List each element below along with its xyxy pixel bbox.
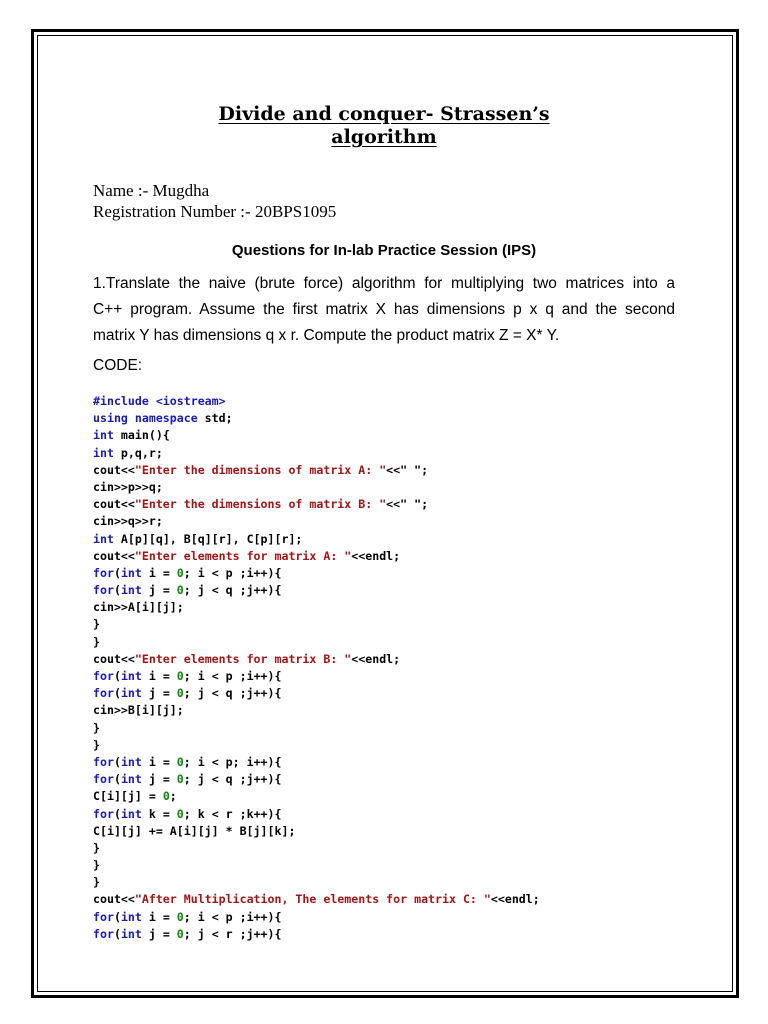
code-line bbox=[93, 788, 540, 805]
code-token: cin>>A[i][j]; bbox=[93, 600, 184, 615]
code-token: ( bbox=[113, 909, 121, 924]
code-line bbox=[93, 410, 540, 427]
code-line bbox=[93, 427, 540, 444]
code-line bbox=[93, 668, 540, 685]
code-token: for bbox=[93, 772, 114, 787]
code-token: 0 bbox=[176, 583, 184, 598]
code-token: cin>>p>>q; bbox=[93, 479, 163, 494]
code-token: ( bbox=[113, 754, 121, 769]
code-token: "Enter elements for matrix A: " bbox=[134, 548, 352, 563]
code-token: i = bbox=[141, 909, 177, 924]
code-line bbox=[93, 582, 540, 599]
code-token: j = bbox=[141, 583, 177, 598]
code-token: cout<< bbox=[93, 497, 135, 512]
code-token: for bbox=[93, 926, 114, 941]
code-token: } bbox=[93, 875, 100, 890]
code-line bbox=[93, 874, 540, 891]
code-token: ; j < q ;j++){ bbox=[183, 686, 282, 701]
question-line-1: 1.Translate the naive (brute force) algorithm for multiplying two matrices into a bbox=[93, 275, 675, 292]
code-line bbox=[93, 651, 540, 668]
code-line bbox=[93, 857, 540, 874]
code-token: <<endl; bbox=[490, 892, 540, 907]
code-token: ; j < q ;j++){ bbox=[183, 772, 282, 787]
code-token: C[i][j] += A[i][j] * B[j][k]; bbox=[93, 823, 296, 838]
code-token: } bbox=[93, 840, 100, 855]
code-token: j = bbox=[141, 772, 177, 787]
code-token: int bbox=[93, 531, 114, 546]
code-token: "After Multiplication, The elements for matrix C: " bbox=[134, 892, 491, 907]
code-line bbox=[93, 840, 540, 857]
code-token: "Enter the dimensions of matrix A: " bbox=[134, 462, 387, 477]
code-line bbox=[93, 771, 540, 788]
document-title-line-2: algorithm bbox=[331, 126, 437, 148]
code-token: std; bbox=[197, 411, 233, 426]
code-line bbox=[93, 599, 540, 616]
code-token: ; bbox=[169, 789, 177, 804]
code-line bbox=[93, 565, 540, 582]
code-line bbox=[93, 548, 540, 565]
code-token: i = bbox=[141, 565, 177, 580]
code-token: A[p][q], B[q][r], C[p][r]; bbox=[113, 531, 303, 546]
code-token: for bbox=[93, 754, 114, 769]
code-token: int bbox=[120, 806, 142, 821]
code-token: int bbox=[120, 926, 142, 941]
code-token: 0 bbox=[176, 565, 184, 580]
code-token: <<" "; bbox=[386, 462, 429, 477]
code-token: ( bbox=[113, 772, 121, 787]
code-token: for bbox=[93, 909, 114, 924]
code-token: #include <iostream> bbox=[93, 394, 226, 408]
code-token: int bbox=[120, 754, 142, 769]
code-token: cout<< bbox=[93, 892, 135, 907]
question-line-3: matrix Y has dimensions q x r. Compute the product matrix Z = X* Y. bbox=[93, 327, 560, 344]
section-heading: Questions for In-lab Practice Session (IPS) bbox=[231, 242, 537, 259]
registration-number: Registration Number :- 20BPS1095 bbox=[93, 202, 337, 221]
code-token: ; i < p ;i++){ bbox=[183, 669, 282, 683]
code-token: 0 bbox=[176, 772, 184, 787]
code-block bbox=[93, 393, 540, 943]
code-token: i = bbox=[141, 754, 177, 769]
code-token: cin>>q>>r; bbox=[93, 514, 163, 529]
code-token: } bbox=[93, 858, 100, 873]
code-token: 0 bbox=[176, 926, 184, 941]
question-line-2: C++ program. Assume the first matrix X has dimensions p x q and the second bbox=[93, 301, 675, 318]
code-line bbox=[93, 909, 540, 926]
code-token: for bbox=[93, 583, 114, 598]
code-token: ; i < p; i++){ bbox=[183, 754, 282, 769]
code-line bbox=[93, 513, 540, 530]
code-line bbox=[93, 891, 540, 908]
code-line bbox=[93, 737, 540, 754]
code-token: ; k < r ;k++){ bbox=[183, 806, 282, 821]
code-token: k = bbox=[141, 806, 177, 821]
code-token: j = bbox=[141, 926, 177, 941]
code-line bbox=[93, 479, 540, 496]
code-token: "Enter elements for matrix B: " bbox=[134, 651, 352, 666]
code-token: <<" "; bbox=[386, 497, 429, 512]
code-token: int bbox=[120, 669, 142, 683]
code-token: p,q,r; bbox=[113, 445, 163, 460]
code-token: for bbox=[93, 806, 114, 821]
code-line bbox=[93, 685, 540, 702]
code-token: <<endl; bbox=[351, 548, 401, 563]
code-token: using namespace bbox=[93, 411, 198, 426]
code-line bbox=[93, 634, 540, 651]
code-token: 0 bbox=[176, 686, 184, 701]
code-line bbox=[93, 823, 540, 840]
code-token: ( bbox=[113, 583, 121, 598]
code-token: int bbox=[120, 686, 142, 701]
code-token: for bbox=[93, 565, 114, 580]
code-token: int bbox=[93, 445, 114, 460]
code-token: ( bbox=[113, 686, 121, 701]
code-label: CODE: bbox=[93, 357, 143, 374]
code-line bbox=[93, 616, 540, 633]
code-token: j = bbox=[141, 686, 177, 701]
code-token: 0 bbox=[176, 909, 184, 924]
code-token: for bbox=[93, 669, 114, 683]
code-token: for bbox=[93, 686, 114, 701]
code-line bbox=[93, 445, 540, 462]
code-token: ( bbox=[113, 806, 121, 821]
code-token: ( bbox=[113, 926, 121, 941]
code-token: int bbox=[120, 565, 142, 580]
code-token: ; i < p ;i++){ bbox=[183, 565, 282, 580]
code-token: 0 bbox=[176, 669, 184, 683]
code-line bbox=[93, 806, 540, 823]
code-token: 0 bbox=[162, 789, 170, 804]
code-line bbox=[93, 531, 540, 548]
code-token: int bbox=[120, 909, 142, 924]
code-token: } bbox=[93, 634, 100, 649]
code-token: ( bbox=[113, 565, 121, 580]
code-token: cout<< bbox=[93, 548, 135, 563]
code-token: cout<< bbox=[93, 462, 135, 477]
code-token: ; i < p ;i++){ bbox=[183, 909, 282, 924]
question-text bbox=[93, 271, 675, 349]
code-token: 0 bbox=[176, 754, 184, 769]
code-line bbox=[93, 754, 540, 771]
code-token: main(){ bbox=[113, 428, 170, 443]
code-line bbox=[93, 702, 540, 719]
code-token: ; j < r ;j++){ bbox=[183, 926, 282, 941]
code-line bbox=[93, 926, 540, 943]
code-token: cout<< bbox=[93, 651, 135, 666]
code-token: } bbox=[93, 720, 100, 735]
code-token: } bbox=[93, 617, 100, 632]
code-token: int bbox=[120, 772, 142, 787]
code-token: } bbox=[93, 737, 100, 752]
student-name: Name :- Mugdha bbox=[93, 181, 210, 200]
code-line bbox=[93, 462, 540, 479]
code-token: C[i][j] = bbox=[93, 789, 163, 804]
code-token: <<endl; bbox=[351, 651, 401, 666]
document-title-line-1: Divide and conquer- Strassen’s bbox=[218, 103, 550, 125]
code-token: cin>>B[i][j]; bbox=[93, 703, 184, 718]
code-token: 0 bbox=[176, 806, 184, 821]
code-line bbox=[93, 720, 540, 737]
code-line bbox=[93, 496, 540, 513]
code-line bbox=[93, 393, 540, 410]
code-token: int bbox=[120, 583, 142, 598]
code-token: i = bbox=[141, 669, 177, 683]
code-token: ( bbox=[113, 669, 121, 683]
code-token: int bbox=[93, 428, 114, 443]
code-token: "Enter the dimensions of matrix B: " bbox=[134, 497, 387, 512]
code-token: ; j < q ;j++){ bbox=[183, 583, 282, 598]
